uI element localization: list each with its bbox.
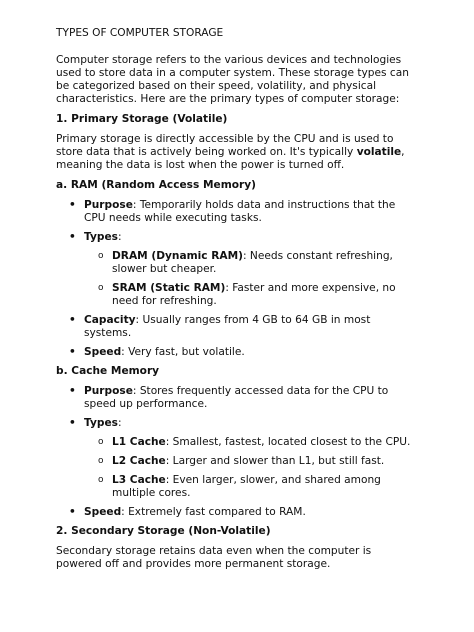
volatile-emphasis: volatile — [356, 146, 402, 158]
ram-type-text: : Faster and more expensive, no need for refreshing. — [112, 282, 396, 307]
cache-heading: b. Cache Memory — [56, 365, 160, 377]
ram-types-label: Types — [84, 231, 118, 243]
ram-purpose-label: Purpose — [84, 199, 133, 211]
ram-purpose-text: : Temporarily holds data and instructions that the CPU needs while executing tasks. — [84, 199, 396, 224]
ram-heading: a. RAM (Random Access Memory) — [56, 179, 256, 191]
ram-speed-item — [56, 346, 418, 359]
cache-type-label: L2 Cache — [112, 455, 166, 467]
ram-capacity-label: Capacity — [84, 314, 136, 326]
cache-type-item — [84, 474, 418, 500]
section-1-text-before: Primary storage is directly accessible by the CPU and is used to store data that is actively being worked on. It's typically — [56, 133, 394, 158]
cache-types-item — [56, 417, 418, 500]
document-page — [56, 27, 418, 578]
cache-type-text: : Even larger, slower, and shared among multiple cores. — [112, 474, 381, 499]
cache-type-item — [84, 455, 418, 468]
ram-type-label: DRAM (Dynamic RAM) — [112, 250, 243, 262]
section-2-heading: 2. Secondary Storage (Non-Volatile) — [56, 525, 271, 537]
cache-purpose-item — [56, 385, 418, 411]
ram-type-text: : Needs constant refreshing, slower but cheaper. — [112, 250, 393, 275]
ram-capacity-text: : Usually ranges from 4 GB to 64 GB in most systems. — [84, 314, 371, 339]
cache-type-text: : Larger and slower than L1, but still fast. — [165, 455, 385, 467]
section-1-heading: 1. Primary Storage (Volatile) — [56, 113, 228, 125]
ram-types-list — [84, 250, 418, 308]
cache-type-text: : Smallest, fastest, located closest to the CPU. — [165, 436, 411, 448]
cache-speed-item — [56, 506, 418, 519]
cache-purpose-label: Purpose — [84, 385, 133, 397]
ram-speed-label: Speed — [84, 346, 122, 358]
section-2-paragraph: Secondary storage retains data even when the computer is powered off and provides more permanent storage. — [56, 545, 372, 570]
intro-paragraph: Computer storage refers to the various devices and technologies used to store data in a computer system. These storage types can be categorized based on their speed, volatility, and physical characteristics. Here are the primary types of computer storage: — [56, 54, 409, 105]
ram-type-label: SRAM (Static RAM) — [112, 282, 226, 294]
cache-type-label: L1 Cache — [112, 436, 166, 448]
section-1-text-after: , meaning the data is lost when the power is turned off. — [56, 146, 405, 171]
cache-types-list — [84, 436, 418, 500]
ram-purpose-item — [56, 199, 418, 225]
ram-speed-text: : Very fast, but volatile. — [121, 346, 245, 358]
cache-types-label: Types — [84, 417, 118, 429]
document-title: TYPES OF COMPUTER STORAGE — [56, 27, 224, 39]
ram-types-colon: : — [117, 231, 122, 243]
cache-speed-text: : Extremely fast compared to RAM. — [121, 506, 306, 518]
cache-type-label: L3 Cache — [112, 474, 166, 486]
cache-type-item — [84, 436, 418, 449]
ram-capacity-item — [56, 314, 418, 340]
ram-types-item — [56, 231, 418, 308]
section-1-paragraph — [56, 133, 418, 172]
ram-list — [56, 199, 418, 359]
ram-type-item — [84, 250, 418, 276]
cache-list — [56, 385, 418, 519]
cache-speed-label: Speed — [84, 506, 122, 518]
cache-purpose-text: : Stores frequently accessed data for the CPU to speed up performance. — [84, 385, 389, 410]
cache-types-colon: : — [117, 417, 122, 429]
ram-type-item — [84, 282, 418, 308]
